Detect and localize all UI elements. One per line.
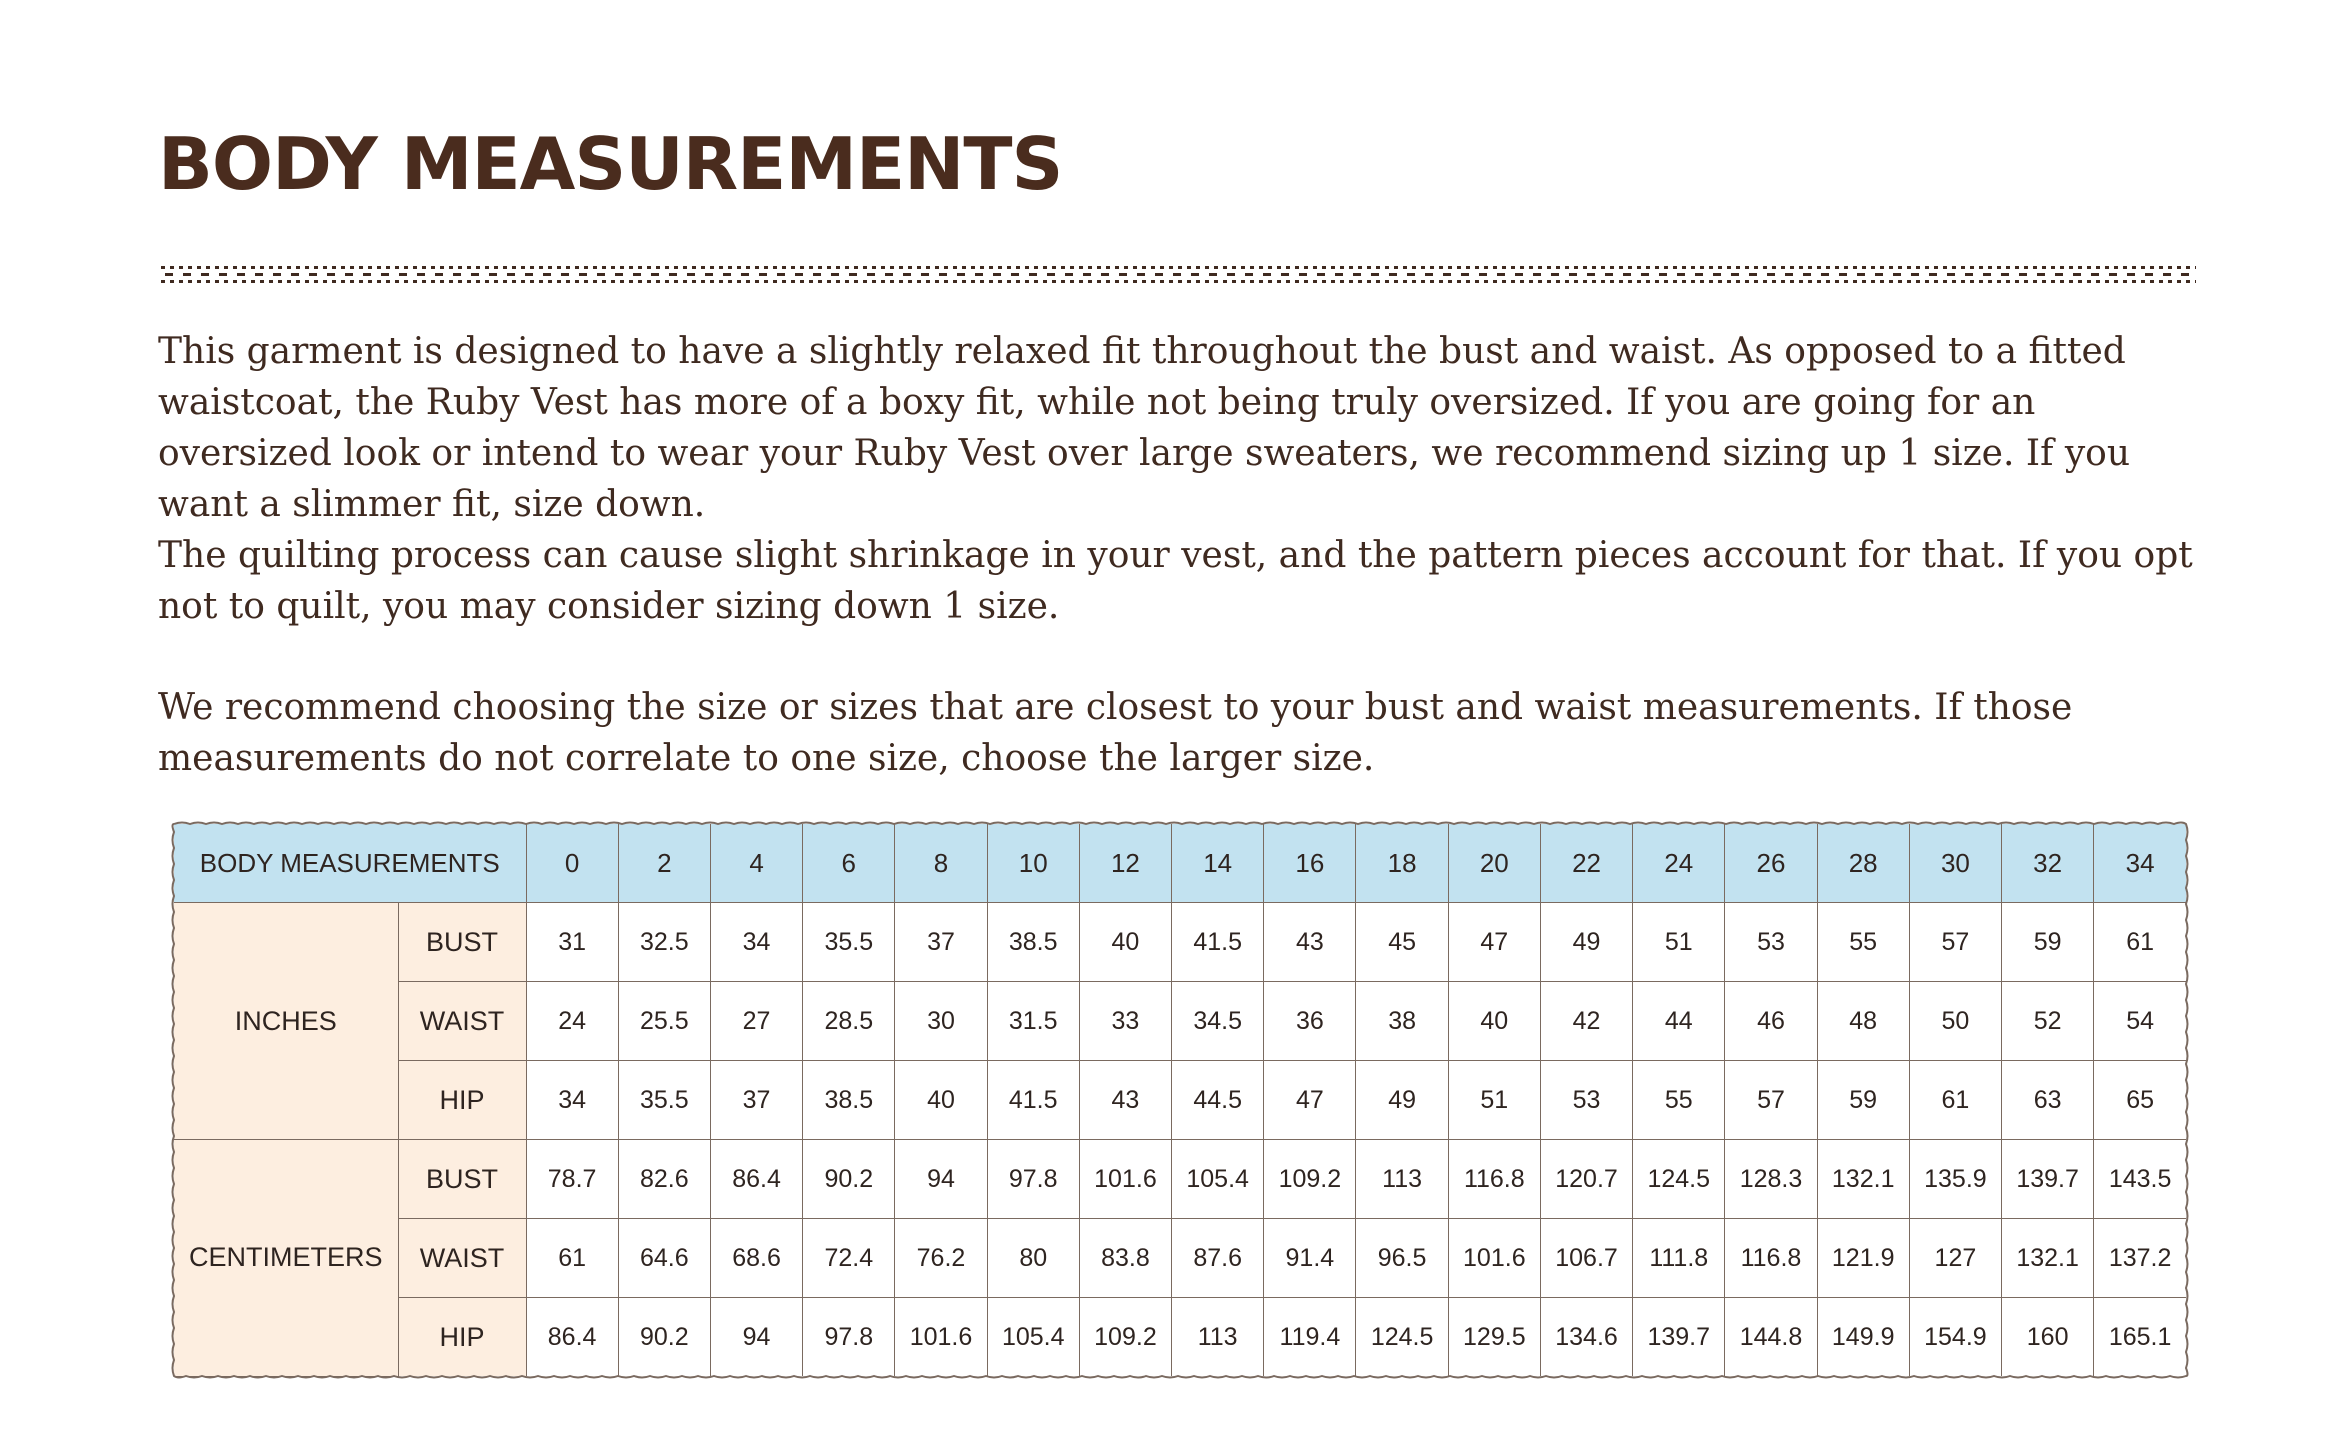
measurement-value: 83.8: [1079, 1219, 1171, 1298]
measurement-value: 80: [987, 1219, 1079, 1298]
measurement-value: 106.7: [1540, 1219, 1632, 1298]
size-header: 10: [987, 824, 1079, 903]
measurement-value: 137.2: [2094, 1219, 2186, 1298]
measurement-value: 30: [895, 982, 987, 1061]
measurement-value: 55: [1633, 1061, 1725, 1140]
decorative-divider: [160, 262, 2196, 288]
table-row: [174, 1061, 2186, 1140]
measurement-value: 34.5: [1172, 982, 1264, 1061]
measurement-value: 32.5: [618, 903, 710, 982]
measurement-value: 34: [526, 1061, 618, 1140]
measurement-value: 154.9: [1909, 1298, 2001, 1377]
measurement-value: 37: [710, 1061, 802, 1140]
measurement-value: 97.8: [987, 1140, 1079, 1219]
table-row: [174, 982, 2186, 1061]
measurement-value: 51: [1633, 903, 1725, 982]
measurement-label: HIP: [398, 1298, 526, 1377]
measurement-value: 132.1: [1817, 1140, 1909, 1219]
measurement-label: WAIST: [398, 1219, 526, 1298]
measurement-value: 53: [1725, 903, 1817, 982]
measurement-value: 109.2: [1079, 1298, 1171, 1377]
table-row: [174, 1298, 2186, 1377]
measurement-value: 35.5: [618, 1061, 710, 1140]
measurement-value: 36: [1264, 982, 1356, 1061]
size-header: 12: [1079, 824, 1171, 903]
measurement-label: WAIST: [398, 982, 526, 1061]
table-row: [174, 1140, 2186, 1219]
size-chart-table: [174, 824, 2186, 1377]
measurement-value: 72.4: [803, 1219, 895, 1298]
measurement-value: 121.9: [1817, 1219, 1909, 1298]
measurement-value: 101.6: [895, 1298, 987, 1377]
quilting-paragraph: The quilting process can cause slight shrinkage in your vest, and the pattern pieces account for that. If you opt not to quilt, you may consider sizing down 1 size.: [158, 535, 2193, 627]
size-header: 24: [1633, 824, 1725, 903]
measurement-value: 132.1: [2002, 1219, 2094, 1298]
measurement-label: HIP: [398, 1061, 526, 1140]
recommendation-paragraph: We recommend choosing the size or sizes that are closest to your bust and waist measurements. If those measurements do not correlate to one size, choose the larger size.: [158, 687, 2073, 779]
measurement-value: 65: [2094, 1061, 2186, 1140]
unit-group-label: CENTIMETERS: [174, 1140, 398, 1377]
measurement-value: 35.5: [803, 903, 895, 982]
measurement-value: 27: [710, 982, 802, 1061]
measurement-value: 61: [526, 1219, 618, 1298]
measurement-value: 41.5: [987, 1061, 1079, 1140]
measurement-value: 31: [526, 903, 618, 982]
measurement-value: 139.7: [2002, 1140, 2094, 1219]
measurement-value: 144.8: [1725, 1298, 1817, 1377]
measurement-value: 82.6: [618, 1140, 710, 1219]
measurement-value: 129.5: [1448, 1298, 1540, 1377]
measurement-value: 40: [895, 1061, 987, 1140]
measurement-value: 41.5: [1172, 903, 1264, 982]
page-title: BODY MEASUREMENTS: [158, 122, 1063, 206]
measurement-value: 160: [2002, 1298, 2094, 1377]
size-header: 0: [526, 824, 618, 903]
measurement-value: 113: [1356, 1140, 1448, 1219]
measurement-value: 86.4: [710, 1140, 802, 1219]
measurement-value: 38.5: [803, 1061, 895, 1140]
size-header: 8: [895, 824, 987, 903]
measurement-value: 38: [1356, 982, 1448, 1061]
measurement-value: 116.8: [1448, 1140, 1540, 1219]
measurement-value: 101.6: [1448, 1219, 1540, 1298]
size-header: 6: [803, 824, 895, 903]
measurement-value: 94: [710, 1298, 802, 1377]
measurement-value: 94: [895, 1140, 987, 1219]
measurement-value: 87.6: [1172, 1219, 1264, 1298]
measurement-value: 86.4: [526, 1298, 618, 1377]
measurement-value: 51: [1448, 1061, 1540, 1140]
measurement-value: 127: [1909, 1219, 2001, 1298]
measurement-value: 139.7: [1633, 1298, 1725, 1377]
measurement-value: 105.4: [1172, 1140, 1264, 1219]
measurement-value: 59: [2002, 903, 2094, 982]
measurement-value: 90.2: [618, 1298, 710, 1377]
size-header: 4: [710, 824, 802, 903]
table-row: [174, 903, 2186, 982]
size-chart: [170, 820, 2190, 1380]
measurement-value: 64.6: [618, 1219, 710, 1298]
measurement-value: 44: [1633, 982, 1725, 1061]
measurement-value: 34: [710, 903, 802, 982]
measurement-value: 57: [1909, 903, 2001, 982]
measurement-value: 54: [2094, 982, 2186, 1061]
measurement-value: 43: [1264, 903, 1356, 982]
measurement-value: 90.2: [803, 1140, 895, 1219]
measurement-value: 37: [895, 903, 987, 982]
measurement-value: 33: [1079, 982, 1171, 1061]
measurement-value: 78.7: [526, 1140, 618, 1219]
measurement-value: 105.4: [987, 1298, 1079, 1377]
size-header: 28: [1817, 824, 1909, 903]
measurement-value: 119.4: [1264, 1298, 1356, 1377]
measurement-value: 31.5: [987, 982, 1079, 1061]
size-header: 2: [618, 824, 710, 903]
measurement-value: 40: [1448, 982, 1540, 1061]
measurement-value: 111.8: [1633, 1219, 1725, 1298]
measurement-label: BUST: [398, 1140, 526, 1219]
measurement-value: 24: [526, 982, 618, 1061]
measurement-value: 116.8: [1725, 1219, 1817, 1298]
measurement-value: 40: [1079, 903, 1171, 982]
measurement-value: 43: [1079, 1061, 1171, 1140]
size-header: 14: [1172, 824, 1264, 903]
header-row: [174, 824, 2186, 903]
measurement-value: 38.5: [987, 903, 1079, 982]
measurement-value: 76.2: [895, 1219, 987, 1298]
measurement-value: 120.7: [1540, 1140, 1632, 1219]
measurement-value: 63: [2002, 1061, 2094, 1140]
measurement-value: 134.6: [1540, 1298, 1632, 1377]
size-header: 34: [2094, 824, 2186, 903]
measurement-value: 25.5: [618, 982, 710, 1061]
intro-paragraph: This garment is designed to have a slightly relaxed fit throughout the bust and waist. As opposed to a fitted waistcoat, the Ruby Vest has more of a boxy fit, while not being truly oversized. If you are going for an oversized look or intend to wear your Ruby Vest over large sweaters, we recommend sizing up 1 size. If you want a slimmer fit, size down.: [158, 331, 2131, 525]
measurement-value: 96.5: [1356, 1219, 1448, 1298]
measurement-value: 42: [1540, 982, 1632, 1061]
measurement-value: 101.6: [1079, 1140, 1171, 1219]
measurement-value: 61: [2094, 903, 2186, 982]
measurement-value: 47: [1448, 903, 1540, 982]
measurement-label: BUST: [398, 903, 526, 982]
measurement-value: 57: [1725, 1061, 1817, 1140]
measurement-value: 97.8: [803, 1298, 895, 1377]
measurement-value: 48: [1817, 982, 1909, 1061]
measurement-value: 44.5: [1172, 1061, 1264, 1140]
measurement-value: 47: [1264, 1061, 1356, 1140]
measurement-value: 50: [1909, 982, 2001, 1061]
measurement-value: 46: [1725, 982, 1817, 1061]
size-header: 32: [2002, 824, 2094, 903]
measurement-value: 59: [1817, 1061, 1909, 1140]
measurement-value: 61: [1909, 1061, 2001, 1140]
measurement-value: 45: [1356, 903, 1448, 982]
measurement-value: 135.9: [1909, 1140, 2001, 1219]
size-header: 22: [1540, 824, 1632, 903]
measurement-value: 53: [1540, 1061, 1632, 1140]
measurement-value: 128.3: [1725, 1140, 1817, 1219]
size-header: 26: [1725, 824, 1817, 903]
measurement-value: 124.5: [1633, 1140, 1725, 1219]
measurement-value: 165.1: [2094, 1298, 2186, 1377]
size-header: 16: [1264, 824, 1356, 903]
measurement-value: 109.2: [1264, 1140, 1356, 1219]
size-header: 30: [1909, 824, 2001, 903]
measurement-value: 28.5: [803, 982, 895, 1061]
unit-group-label: INCHES: [174, 903, 398, 1140]
measurement-value: 49: [1540, 903, 1632, 982]
measurement-value: 124.5: [1356, 1298, 1448, 1377]
corner-header: BODY MEASUREMENTS: [174, 824, 526, 903]
measurement-value: 49: [1356, 1061, 1448, 1140]
measurement-value: 113: [1172, 1298, 1264, 1377]
size-header: 18: [1356, 824, 1448, 903]
table-row: [174, 1219, 2186, 1298]
measurement-value: 91.4: [1264, 1219, 1356, 1298]
measurement-value: 52: [2002, 982, 2094, 1061]
measurement-value: 143.5: [2094, 1140, 2186, 1219]
size-header: 20: [1448, 824, 1540, 903]
measurement-value: 68.6: [710, 1219, 802, 1298]
measurement-value: 149.9: [1817, 1298, 1909, 1377]
measurement-value: 55: [1817, 903, 1909, 982]
